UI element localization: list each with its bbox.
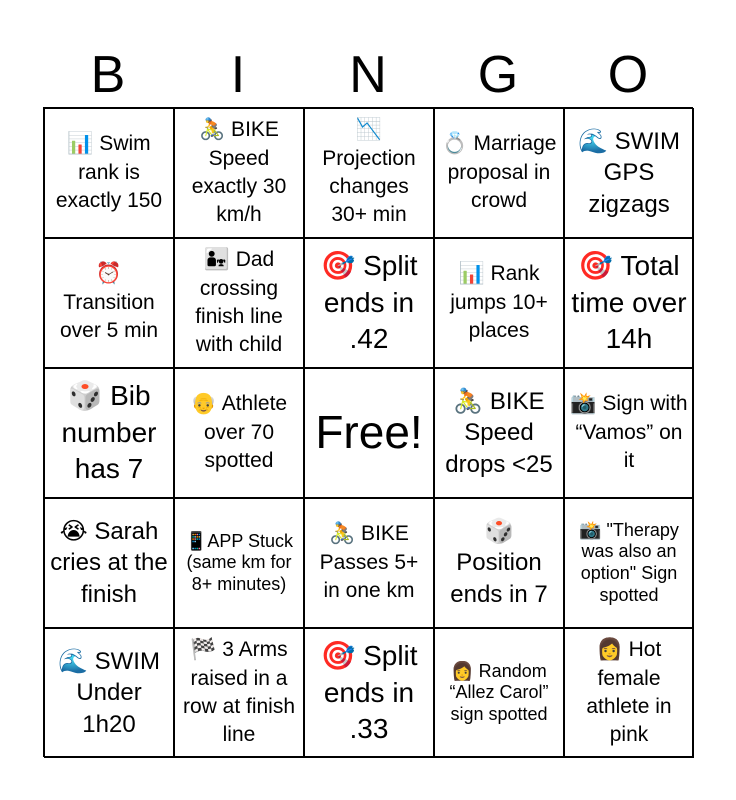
bingo-cell-text: 🏁 3 Arms raised in a row at finish line (182, 638, 296, 747)
bingo-board (43, 107, 693, 757)
bingo-cell-text: 👩 Random “Allez Carol” sign spotted (449, 660, 549, 724)
bingo-cell-text: 😭 Sarah cries at the finish (50, 518, 168, 608)
bingo-cell[interactable] (564, 238, 694, 368)
bingo-cell[interactable] (434, 498, 564, 628)
bingo-cell[interactable] (304, 108, 434, 238)
bingo-cell-text: Free! (315, 406, 423, 459)
bingo-cell[interactable] (434, 368, 564, 498)
bingo-cell-text: 🚴 BIKE Speed exactly 30 km/h (191, 118, 287, 227)
bingo-cell[interactable] (564, 108, 694, 238)
bingo-cell[interactable] (44, 628, 174, 758)
bingo-cell[interactable] (44, 108, 174, 238)
bingo-cell-text: 📉 Projection changes 30+ min (322, 118, 416, 227)
bingo-cell[interactable] (564, 628, 694, 758)
bingo-cell[interactable] (44, 498, 174, 628)
bingo-cell[interactable] (174, 628, 304, 758)
bingo-cell[interactable] (564, 368, 694, 498)
header-letter-b: B (90, 46, 126, 104)
bingo-cell[interactable] (174, 368, 304, 498)
bingo-cell-text: 📱APP Stuck (same km for 8+ minutes) (184, 530, 294, 594)
bingo-cell-text: 📊 Swim rank is exactly 150 (55, 132, 163, 213)
bingo-cell-text: 🎯 Split ends in .33 (320, 640, 418, 745)
bingo-cell-text: 👩 Hot female athlete in pink (586, 638, 672, 747)
header-letter-o: O (607, 46, 649, 104)
bingo-cell-text: ⏰ Transition over 5 min (59, 262, 159, 343)
bingo-cell[interactable] (174, 108, 304, 238)
bingo-cell[interactable] (434, 628, 564, 758)
bingo-cell-text: 🎲 Bib number has 7 (61, 380, 157, 485)
bingo-cell-text: 👴 Athlete over 70 spotted (190, 392, 288, 473)
bingo-cell[interactable] (44, 368, 174, 498)
bingo-cell[interactable] (434, 108, 564, 238)
bingo-cell[interactable] (564, 498, 694, 628)
bingo-cell[interactable] (304, 498, 434, 628)
bingo-cell[interactable] (174, 238, 304, 368)
bingo-cell-text: 🎲 Position ends in 7 (450, 518, 548, 608)
bingo-cell-text: 🚴 BIKE Speed drops <25 (445, 388, 553, 478)
bingo-cell-text: 📊 Rank jumps 10+ places (450, 262, 548, 343)
bingo-cell[interactable] (304, 238, 434, 368)
header-letter-i: I (230, 46, 246, 104)
bingo-cell-text: 💍 Marriage proposal in crowd (441, 132, 557, 213)
header-letter-n: N (349, 46, 387, 104)
bingo-cell-text: 📸 "Therapy was also an option" Sign spotted (579, 519, 679, 605)
bingo-cell-text: 🎯 Split ends in .42 (320, 250, 418, 355)
bingo-cell-text: 🎯 Total time over 14h (571, 250, 687, 355)
bingo-cell[interactable] (44, 238, 174, 368)
free-space-cell[interactable] (304, 368, 434, 498)
header-letter-g: G (477, 46, 519, 104)
bingo-cell[interactable] (434, 238, 564, 368)
bingo-cell[interactable] (304, 628, 434, 758)
bingo-cell-text: 🚴 BIKE Passes 5+ in one km (319, 522, 419, 603)
bingo-cell-text: 📸 Sign with “Vamos” on it (570, 392, 688, 473)
bingo-cell-text: 🌊 SWIM GPS zigzags (578, 128, 680, 218)
bingo-cell-text: 🌊 SWIM Under 1h20 (58, 648, 160, 738)
bingo-cell[interactable] (174, 498, 304, 628)
bingo-header (43, 44, 693, 106)
bingo-cell-text: 👨‍👧 Dad crossing finish line with child (195, 248, 283, 357)
